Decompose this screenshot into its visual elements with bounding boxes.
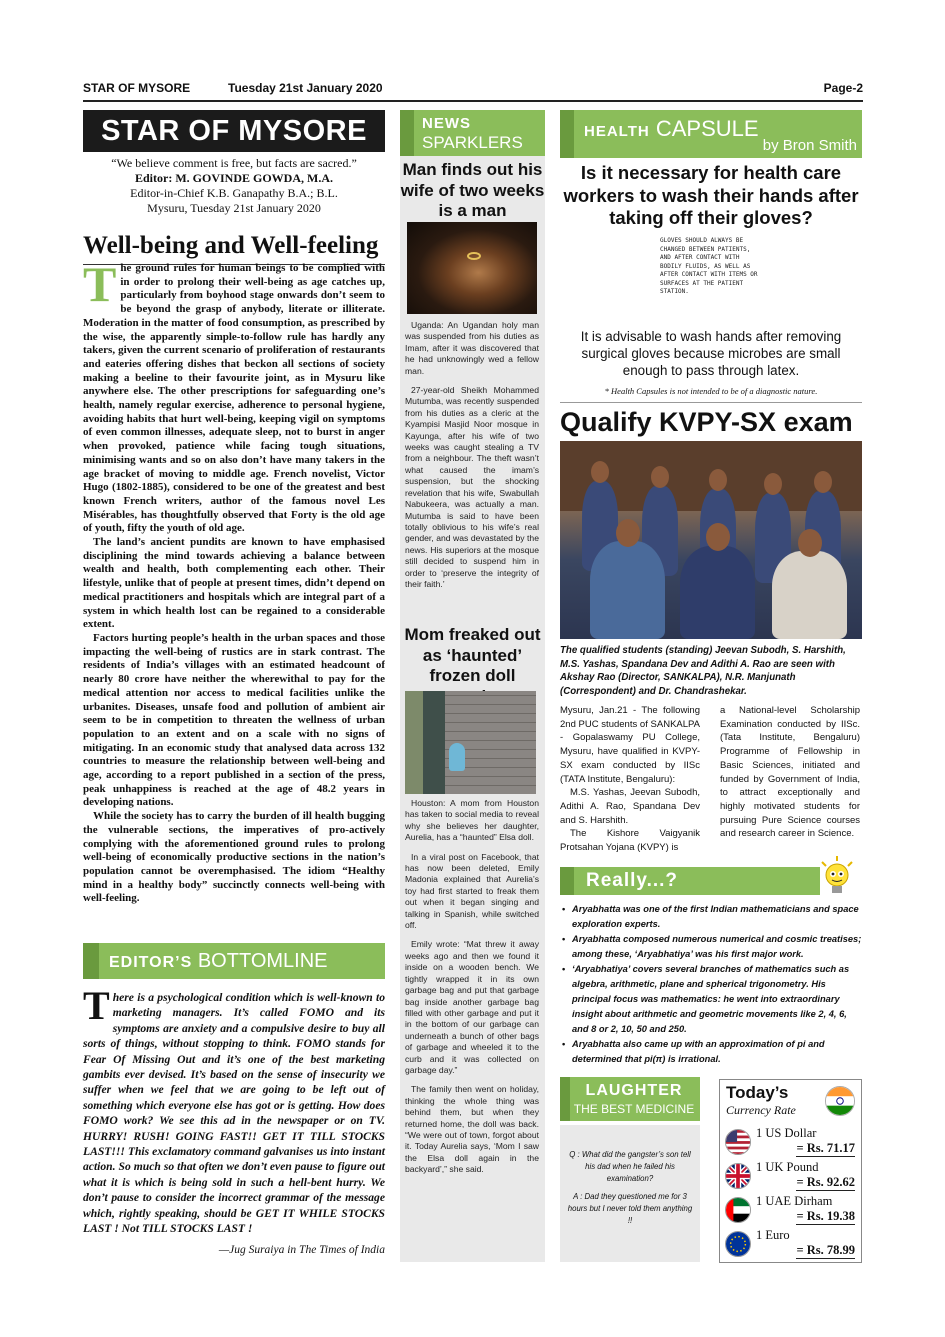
kvpy-photo-caption: The qualified students (standing) Jeevan Subodh, S. Harshith, M.S. Yashas, Spandana Dev and Adithi A. Rao are seen with Akshay Rao (Director, SANKALPA), N.R. Manjunath (Correspondent) and Dr. Chandrashekar. (560, 645, 846, 698)
editorial-paragraph: The land’s ancient pundits are known to have emphasised disciplining the mind towards achieving a balance between wealth and health, both complementing each other. Their lifestyle, unlike that of people at present times, didn’t depend on medical practitioners and hospitals which are integral part of a system in which health lost can be regained to a considerable extent. (83, 536, 385, 631)
list-item: • Aryabhatta composed numerous numerical and cosmic treatises; among these, ‘Aryabhatiya’ was his first major work. (562, 932, 862, 962)
news-story-2-body (405, 798, 539, 1184)
doll-shape (449, 743, 465, 771)
laughter-band-b: THE BEST MEDICINE (573, 1102, 695, 1116)
health-answer: It is advisable to wash hands after removing surgical gloves because microbes are small enough to pass through latex. (580, 329, 842, 378)
masthead-editor-in-chief: Editor-in-Chief K.B. Ganapathy B.A.; B.L. (130, 186, 338, 200)
editorial-dropcap: T (83, 262, 117, 312)
kvpy-text-right: a National-level Scholarship Examination conducted by IISc. (Tata Institute, Bengaluru) Programme of Fellowship in Basic Sciences, initiated and funded by Government of India, to attract exceptionally and highly motivated students for pursuing Pure Science courses and research career in Science. (720, 705, 860, 840)
lightbulb-icon (818, 855, 856, 899)
header-paper-name: STAR OF MYSORE (83, 81, 191, 95)
health-capsule-band (560, 110, 862, 158)
kvpy-text-left (560, 704, 700, 855)
currency-rate-row (719, 1227, 862, 1263)
ring-shape (467, 252, 481, 260)
editorial-headline: Well-being and Well-feeling (83, 230, 385, 265)
head-shape (591, 461, 609, 483)
head-shape (706, 523, 730, 551)
news-paragraph: Emily wrote: “Mat threw it away weeks ago and then we found it inside on a wooden bench. We tightly wrapped it in its own garbage bag and put that garbage bag inside another garbage bag filled with other garbage and put it in the bottom of our garbage can underneath a bunch of other bags of garbage and wheeled it to the curb and it was collected on garbage day.” (405, 939, 539, 1075)
currency-name: 1 UAE Dirham (756, 1194, 833, 1208)
currency-rate-header (719, 1079, 862, 1125)
kvpy-paragraph: M.S. Yashas, Jeevan Subodh, Adithi A. Rao, Spandana Dev and S. Harshith. (560, 787, 700, 826)
health-band-title (584, 116, 759, 142)
laughter-band-a: LAUGHTER (585, 1082, 683, 1099)
bottomline-text: here is a psychological condition which is well-known to marketing managers. It’s called FOMO and its symptoms are anxiety and a compulsive desire to buy all sorts of things, without stopping to think. FOMO stands for Fear Of Missing Out and it’s one of the best marketing gambits ever devised. It’s based on the sense of insecurity we suffer when we feel that we are going to be left out of something which everyone else has got or is getting. How does FOMO work? We see this ad in the newspaper or on TV. HURRY! RUSH! GOING FAST!! GET IT TILL STOCKS LAST!!! This exclamatory command galvanises us into instant action. So much so that often we don’t even pause to figure out what it is which is being sold in such a hell-bent hurry. We don’t pause to consider the incorrect grammar of the message which, rightly speaking, should be GET IT WHILE STOCKS LAST ! Not TILL STOCKS LAST ! (83, 991, 385, 1236)
kvpy-group-photo (560, 441, 862, 639)
masthead-motto: “We believe comment is free, but facts are sacred.” (111, 156, 357, 170)
currency-subtitle: Currency Rate (726, 1103, 796, 1117)
kvpy-headline: Qualify KVPY-SX exam (560, 407, 853, 437)
seated-figure (680, 546, 755, 639)
india-flag-icon (825, 1086, 855, 1116)
page-header (83, 78, 863, 102)
health-sketch-note: GLOVES SHOULD ALWAYS BE CHANGED BETWEEN PATIENTS, AND AFTER CONTACT WITH BODILY FLUIDS, AS WELL AS AFTER CONTACT WITH ITEMS OR SURFACES AT THE PATIENT STATION. (660, 237, 758, 295)
currency-rate-row (719, 1193, 862, 1227)
header-page-number: Page-2 (823, 81, 863, 95)
list-item: • Aryabhatta also came up with an approximation of pi and determined that pi(π) is irrational. (562, 1037, 862, 1067)
list-item: • ‘Aryabhatiya’ covers several branches of mathematics such as algebra, arithmetic, plane and spherical trigonometry. His principal focus was mathematics: he went into extraordinary insight about arithmetic and geometric movements like 2, 4, 6, and 8 or 2, 10, 50 and 250. (562, 962, 862, 1037)
eu-flag-icon (725, 1231, 751, 1257)
head-shape (814, 471, 832, 493)
bottomline-band-a: EDITOR’S (109, 954, 193, 971)
joke-question: Q : What did the gangster’s son tell his dad when he failed his examination? (569, 1150, 691, 1183)
news-paragraph: The family then went on holiday, thinking the whole thing was behind them, but when they returned home, the doll was back. “We were out of town, forgot about it. Today Aurelia says, ‘Mom I saw the Elsa doll again in the backyard’,” she said. (405, 1084, 539, 1175)
really-band: Really...? (560, 867, 820, 895)
health-band-b: CAPSULE (655, 116, 759, 141)
currency-name: 1 UK Pound (756, 1160, 819, 1174)
health-disclaimer: * Health Capsules is not intended to be of a diagnostic nature. (560, 386, 862, 403)
editorial-paragraph-text: he ground rules for human beings to be complied with in order to prolong their well-being as age catches up, particularly from boyhood stage onwards don’t seem to be beyond the grasp of anybody, literate or illiterate. Moderation in the matter of food consumption, as prescribed by the wise, the apparently simple-to-follow rule has hardly any takers, given the current scenario of proliferation of restaurants and eateries offering dishes that beckon all sections of society making a beeline to their favourite joint, as in Mysuru like anywhere else. The other prescriptions for safeguarding one’s health, namely regular exercise, adherence to personal hygiene, avoiding habits that hurt well-being, keeping vigil on symptoms of even common illnesses, adequate sleep, not to burst in anger when provoked, patience while facing tough situations, minimising wants and so on also don’t have many takers in the age bracket of moving to middle age. French novelist, Victor Hugo (1802-1885), considered to be one of the greatest and best known French writers, author of the famous novel Les Misérables, has thoughtfully observed that Forty is the old age of youth, fifty the youth of old age. (83, 262, 385, 535)
news-band-a: NEWS (422, 115, 471, 132)
news-band-b: SPARKLERS (422, 133, 523, 152)
head-shape (616, 519, 640, 547)
news-paragraph: In a viral post on Facebook, that has now been deleted, Emily Madonia explained that Aurelia’s toy had first started to freak them out when it began singing and talking in Spanish, while switched off. (405, 851, 539, 931)
currency-rate-row (719, 1125, 862, 1159)
bottomline-source: —Jug Suraiya in The Times of India (218, 1244, 385, 1256)
health-byline: by Bron Smith (762, 137, 857, 154)
currency-value: = Rs. 71.17 (796, 1141, 855, 1155)
currency-value: = Rs. 92.62 (796, 1175, 855, 1189)
currency-name: 1 US Dollar (756, 1126, 817, 1140)
health-question: Is it necessary for health care workers to wash their hands after taking off their gloves? (563, 162, 859, 228)
masthead-title: STAR OF MYSORE (83, 110, 385, 152)
head-shape (651, 466, 669, 488)
news-paragraph: 27-year-old Sheikh Mohammed Mutumba, was recently suspended from his duties as a cleric at the Kyampisi Masjid Noor mosque in Kayunga, after his wife of two weeks was caught stealing a TV from a neighbour. The theft wasn’t what caused the imam’s suspension, but the shocking revelation that his wife, Swabullah Nabukeera, was actually a man. Mutumba is said to have been totally oblivious to his wife’s real gender, and was devastated by the news. His superiors at the mosque still decided to suspend him in order to ‘preserve the integrity of their faith.’ (405, 385, 539, 589)
news-headline-2: Mom freaked out as ‘haunted’ frozen doll (404, 625, 541, 685)
news-paragraph: Uganda: An Ugandan holy man was suspended from his duties as Imam, after it was discovered that he had unknowingly wed a fellow man. (405, 320, 539, 376)
uae-flag-icon (725, 1197, 751, 1223)
editorial-paragraph: Factors hurting people’s health in the urban spaces and those impacting the well-being of rustics are in stark contrast. The residents of India’s villages with an estimated headcount of nearly 80 crore have neither the wherewithal to pay for the medical attention nor access to medical facilities unlike the urbanites. Diseases, unsafe food and pollution of ambient air seem to be in competition to threaten the wellness of urban population to an extent and on a scale with no signs of mitigating. In an economic study that analysed data across 132 countries to measure the relationship between well-being and age, according to a report published in a section of the press, peak unhappiness is reached at the age of 48.2 years in developing nations. (83, 631, 385, 809)
kvpy-paragraph: Mysuru, Jan.21 - The following 2nd PUC students of SANKALPA - Gopalaswamy PU College, Mysuru, have qualified in KVPY-SX exam conducted by IISc (TATA Institute, Bengaluru): (560, 705, 700, 785)
bottomline-band (83, 943, 385, 979)
uk-flag-icon (725, 1163, 751, 1189)
bottomline-band-b: BOTTOMLINE (197, 950, 328, 972)
news-sparklers-band (400, 110, 545, 156)
health-band-a: HEALTH (584, 123, 650, 140)
joke-answer: A : Dad they questioned me for 3 hours but I never told them anything !! (567, 1192, 693, 1225)
editorial-paragraph: While the society has to carry the burden of ill health bugging the vulnerable sections, the imperatives of pro-actively complying with the aforementioned ground rules to prolong well-being of economically productive sections in the nation’s population cannot be overemphasised. The idiom “Healthy mind in a healthy body” succinctly connects well-being with well-feeling. (83, 810, 385, 905)
bottomline-body (83, 983, 385, 1237)
head-shape (764, 473, 782, 495)
currency-title: Today’s (726, 1083, 789, 1102)
laughter-joke (560, 1125, 700, 1262)
really-facts-list (562, 902, 862, 1067)
header-date: Tuesday 21st January 2020 (228, 81, 383, 95)
currency-name: 1 Euro (756, 1228, 790, 1242)
editorial-body (83, 262, 385, 938)
elsa-doll-photo (405, 691, 536, 794)
masthead-dateline: Mysuru, Tuesday 21st January 2020 (147, 201, 321, 215)
laughter-band (560, 1077, 700, 1121)
wedding-hands-photo (407, 222, 537, 314)
news-headline-1: Man finds out his wife of two weeks is a man (400, 160, 545, 220)
editorial-paragraph (83, 262, 385, 536)
news-story-1-body (405, 320, 539, 598)
masthead-info (83, 156, 385, 216)
seated-figure (772, 551, 847, 639)
head-shape (709, 469, 727, 491)
masthead-editor: Editor: M. GOVINDE GOWDA, M.A. (135, 171, 333, 185)
list-item: • Aryabhatta was one of the first Indian mathematicians and space exploration experts. (562, 902, 862, 932)
news-paragraph: Houston: A mom from Houston has taken to social media to reveal why she believes her daughter, Aurelia, has a “haunted” Elsa doll. (405, 798, 539, 843)
currency-value: = Rs. 19.38 (796, 1209, 855, 1223)
kvpy-paragraph: The Kishore Vaigyanik Protsahan Yojana (KVPY) is (560, 828, 700, 854)
currency-value: = Rs. 78.99 (796, 1243, 855, 1257)
bottomline-dropcap: T (83, 983, 110, 1028)
currency-rate-row (719, 1159, 862, 1193)
seated-figure (590, 541, 665, 639)
head-shape (798, 529, 822, 557)
us-flag-icon (725, 1129, 751, 1155)
